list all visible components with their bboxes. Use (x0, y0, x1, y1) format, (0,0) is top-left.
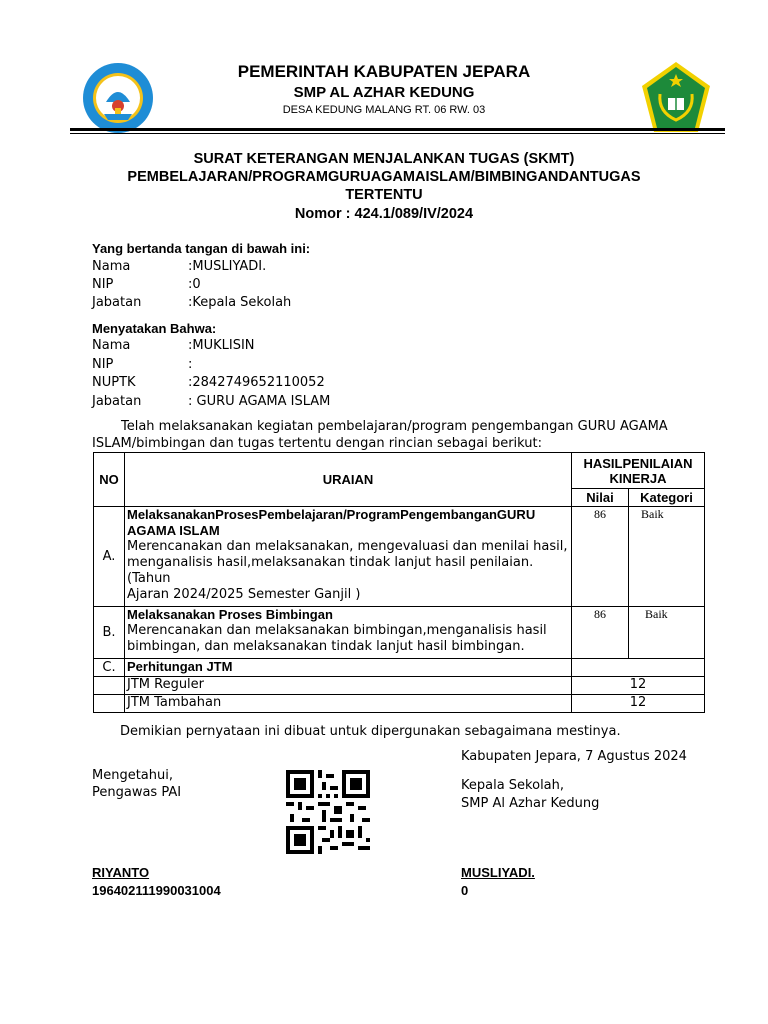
table-row-c (94, 659, 705, 677)
row-jtm-tambahan-value: 12 (572, 695, 705, 713)
row-a-uraian (125, 507, 572, 607)
row-a-kategori: Baik (629, 507, 705, 607)
qr-code (286, 770, 370, 854)
left-signer-name: RIYANTO (92, 865, 150, 880)
col-header-no: NO (94, 453, 125, 507)
col-header-kategori: Kategori (629, 489, 705, 507)
left-sign-line1: Mengetahui, (92, 768, 173, 783)
row-a-title2: AGAMA ISLAM (127, 523, 220, 538)
header-school: SMP AL AZHAR KEDUNG (293, 84, 475, 101)
intro-paragraph-line2: ISLAM/bimbingan dan tugas tertentu dengan rincian sebagai berikut: (92, 436, 543, 451)
place-date: Kabupaten Jepara, 7 Agustus 2024 (461, 749, 687, 764)
row-a-title1: MelaksanakanProsesPembelajaran/ProgramPengembanganGURU (127, 507, 536, 522)
declares-jabatan-label: Jabatan (92, 394, 142, 409)
row-a-no: A. (94, 507, 125, 607)
declares-nuptk-value: :2842749652110052 (188, 375, 325, 390)
row-jtm-tambahan-no (94, 695, 125, 713)
table-row-a (94, 507, 705, 607)
row-jtm-reguler-value: 12 (572, 677, 705, 695)
row-c-title: Perhitungan JTM (125, 659, 572, 677)
declares-row-jabatan (0, 394, 768, 413)
doc-title-line3: TERTENTU (345, 187, 423, 203)
signer-row-jabatan (0, 295, 768, 314)
left-signer-id: 196402111990031004 (92, 883, 221, 898)
col-header-uraian: URAIAN (125, 453, 572, 507)
signer-nip-label: NIP (92, 277, 114, 292)
row-a-desc1: Merencanakan dan melaksanakan, mengevaluasi dan menilai hasil, (127, 539, 568, 554)
header-address: DESA KEDUNG MALANG RT. 06 RW. 03 (282, 104, 486, 116)
declares-nuptk-label: NUPTK (92, 375, 136, 390)
right-signer-name: MUSLIYADI. (461, 865, 535, 880)
row-b-kategori: Baik (629, 607, 705, 659)
doc-title-line1: SURAT KETERANGAN MENJALANKAN TUGAS (SKMT) (193, 151, 575, 167)
row-a-desc4: Ajaran 2024/2025 Semester Ganjil ) (127, 587, 361, 602)
signer-heading: Yang bertanda tangan di bawah ini: (92, 241, 311, 256)
right-signer-id: 0 (461, 883, 469, 898)
right-sign-line1: Kepala Sekolah, (461, 778, 565, 793)
declares-nip-value: : (188, 357, 193, 372)
right-sign-line2: SMP Al Azhar Kedung (461, 796, 600, 811)
row-jtm-tambahan-label: JTM Tambahan (125, 695, 572, 713)
doc-number: Nomor : 424.1/089/IV/2024 (294, 206, 474, 222)
row-a-desc2: menganalisis hasil,melaksanakan tindak lanjut hasil penilaian. (127, 555, 534, 570)
doc-title-line2: PEMBELAJARAN/PROGRAMGURUAGAMAISLAM/BIMBINGANDANTUGAS (127, 169, 641, 185)
declares-row-nuptk (0, 375, 768, 394)
declares-heading: Menyatakan Bahwa: (92, 321, 217, 336)
performance-table (93, 452, 705, 713)
row-c-empty (572, 659, 705, 677)
closing-statement: Demikian pernyataan ini dibuat untuk dipergunakan sebagaimana mestinya. (120, 724, 621, 739)
declares-nama-label: Nama (92, 338, 131, 353)
row-a-desc3: (Tahun (127, 571, 171, 586)
declares-row-nip (0, 357, 768, 376)
declares-nip-label: NIP (92, 357, 114, 372)
row-b-uraian (125, 607, 572, 659)
signer-jabatan-value: :Kepala Sekolah (188, 295, 292, 310)
row-b-desc2: bimbingan, dan melaksanakan tindak lanjut hasil bimbingan. (127, 639, 525, 654)
row-b-no: B. (94, 607, 125, 659)
declares-jabatan-value: : GURU AGAMA ISLAM (188, 394, 331, 409)
row-b-desc1: Merencanakan dan melaksanakan bimbingan,menganalisis hasil (127, 623, 547, 638)
row-c-no: C. (94, 659, 125, 677)
row-b-title: Melaksanakan Proses Bimbingan (127, 607, 333, 622)
signer-row-nip (0, 277, 768, 296)
header-government: PEMERINTAH KABUPATEN JEPARA (237, 62, 531, 81)
header-rule-thin (70, 133, 725, 134)
col-header-nilai: Nilai (572, 489, 629, 507)
table-row-b (94, 607, 705, 659)
col-header-hasil: HASILPENILAIAN KINERJA (572, 453, 705, 489)
signer-row-nama (0, 259, 768, 278)
declares-nama-value: :MUKLISIN (188, 338, 255, 353)
table-row-jtm-reguler (94, 677, 705, 695)
signer-jabatan-label: Jabatan (92, 295, 142, 310)
signer-nip-value: :0 (188, 277, 201, 292)
row-a-nilai: 86 (572, 507, 629, 607)
signer-nama-value: :MUSLIYADI. (188, 259, 267, 274)
header-rule-thick (70, 128, 725, 131)
signer-nama-label: Nama (92, 259, 131, 274)
row-b-nilai: 86 (572, 607, 629, 659)
row-jtm-reguler-label: JTM Reguler (125, 677, 572, 695)
left-sign-line2: Pengawas PAI (92, 785, 182, 800)
declares-row-nama (0, 338, 768, 357)
table-row-jtm-tambahan (94, 695, 705, 713)
intro-paragraph-line1: Telah melaksanakan kegiatan pembelajaran/program pengembangan GURU AGAMA (121, 419, 668, 434)
row-jtm-reguler-no (94, 677, 125, 695)
